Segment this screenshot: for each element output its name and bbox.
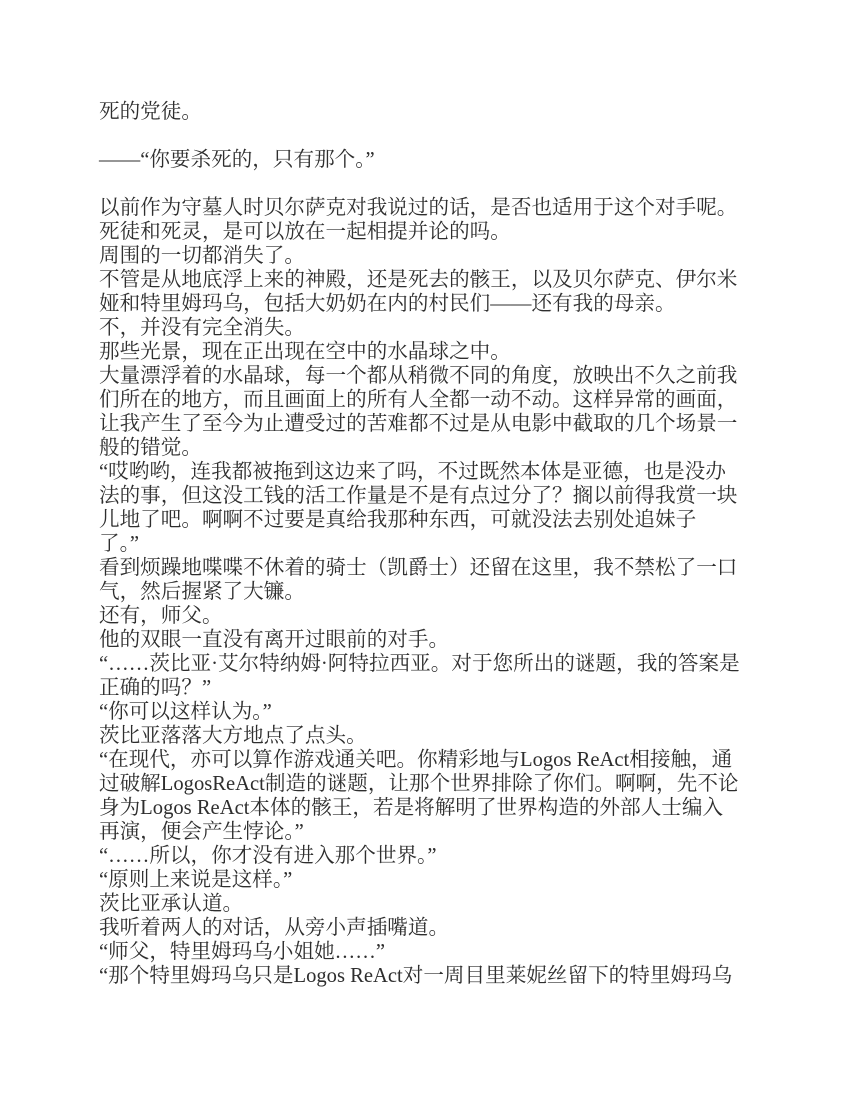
text-line: ——“你要杀死的，只有那个。” [99,149,375,171]
text-line: 死徒和死灵，是可以放在一起相提并论的吗。 [99,221,511,243]
text-line: 般的错觉。 [99,437,202,459]
text-line: 正确的吗？” [99,677,212,699]
text-line: 娅和特里姆玛乌，包括大奶奶在内的村民们——还有我的母亲。 [99,293,676,315]
text-line: 周围的一切都消失了。 [99,245,305,267]
text-line: 茨比亚承认道。 [99,893,244,915]
blank-line [99,172,751,196]
text-line: “在现代，亦可以算作游戏通关吧。你精彩地与Logos ReAct相接触，通 [99,749,733,771]
text-line: 那些光景，现在正出现在空中的水晶球之中。 [99,341,511,363]
text-line: “那个特里姆玛乌只是Logos ReAct对一周目里莱妮丝留下的特里姆玛乌 [99,965,733,987]
text-line: “师父，特里姆玛乌小姐她……” [99,941,385,963]
text-line: 儿地了吧。啊啊不过要是真给我那种东西，可就没法去别处追妹子 [99,509,697,531]
text-line: 过破解LogosReAct制造的谜题，让那个世界排除了你们。啊啊，先不论 [99,773,739,795]
text-line: 让我产生了至今为止遭受过的苦难都不过是从电影中截取的几个场景一 [99,413,738,435]
text-line: 以前作为守墓人时贝尔萨克对我说过的话，是否也适用于这个对手呢。 [99,197,738,219]
text-line: 看到烦躁地喋喋不休着的骑士（凯爵士）还留在这里，我不禁松了一口 [99,557,738,579]
text-line: 他的双眼一直没有离开过眼前的对手。 [99,629,450,651]
text-line: 们所在的地方，而且画面上的所有人全都一动不动。这样异常的画面， [99,389,738,411]
text-line: 了。” [99,533,140,555]
text-line: 法的事，但这没工钱的活工作量是不是有点过分了？搁以前得我赏一块 [99,485,738,507]
book-page-text-block [99,100,751,988]
text-line: “你可以这样认为。” [99,701,272,723]
text-line: 不，并没有完全消失。 [99,317,305,339]
text-line: “……所以，你才没有进入那个世界。” [99,845,437,867]
text-line: “原则上来说是这样。” [99,869,293,891]
text-line: 气，然后握紧了大镰。 [99,581,305,603]
text-line: 我听着两人的对话，从旁小声插嘴道。 [99,917,450,939]
text-line: 还有，师父。 [99,605,223,627]
text-line: 大量漂浮着的水晶球，每一个都从稍微不同的角度，放映出不久之前我 [99,365,738,387]
text-line: 不管是从地底浮上来的神殿，还是死去的骸王，以及贝尔萨克、伊尔米 [99,269,738,291]
text-line: 死的党徒。 [99,101,202,123]
text-line: 再演，便会产生悖论。” [99,821,304,843]
blank-line [99,124,751,148]
text-line: 身为Logos ReAct本体的骸王，若是将解明了世界构造的外部人士编入 [99,797,724,819]
text-line: 茨比亚落落大方地点了点头。 [99,725,367,747]
text-line: “……茨比亚·艾尔特纳姆·阿特拉西亚。对于您所出的谜题，我的答案是 [99,653,740,675]
text-line: “哎哟哟，连我都被拖到这边来了吗，不过既然本体是亚德，也是没办 [99,461,726,483]
